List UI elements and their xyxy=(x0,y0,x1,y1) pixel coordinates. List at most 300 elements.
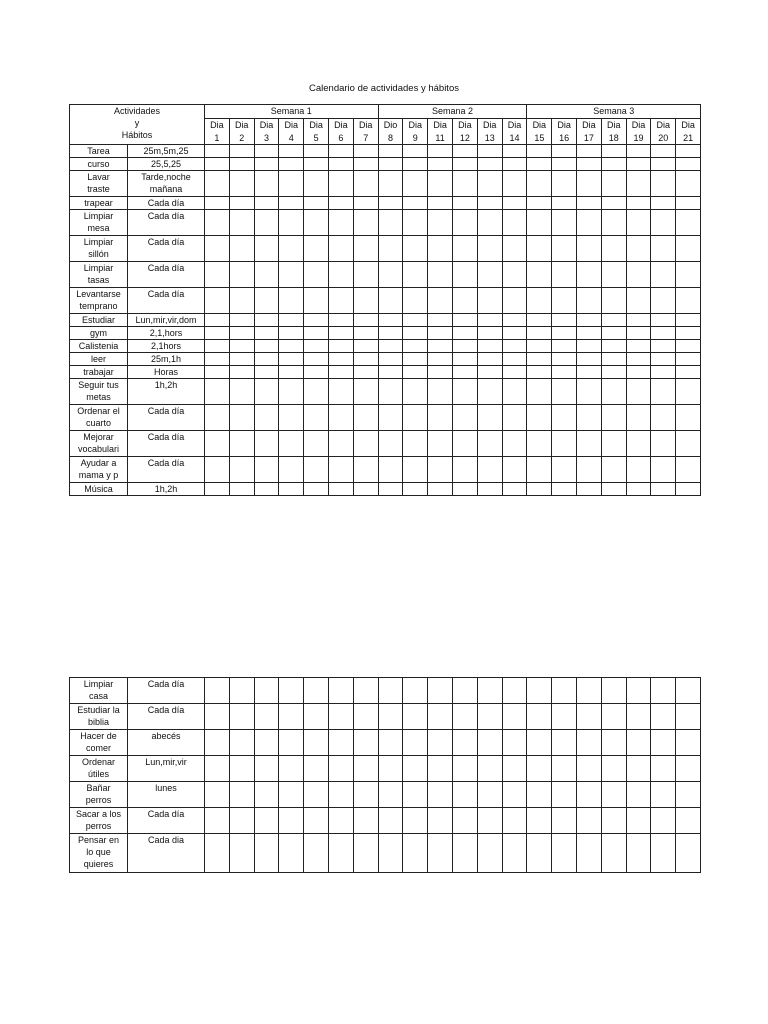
day-checkbox-cell[interactable] xyxy=(328,353,353,366)
day-checkbox-cell[interactable] xyxy=(254,353,279,366)
day-checkbox-cell[interactable] xyxy=(676,353,701,366)
day-checkbox-cell[interactable] xyxy=(601,327,626,340)
day-checkbox-cell[interactable] xyxy=(576,782,601,808)
day-checkbox-cell[interactable] xyxy=(304,171,329,197)
day-checkbox-cell[interactable] xyxy=(205,197,230,210)
day-checkbox-cell[interactable] xyxy=(254,834,279,873)
day-checkbox-cell[interactable] xyxy=(428,314,453,327)
day-checkbox-cell[interactable] xyxy=(502,353,527,366)
day-checkbox-cell[interactable] xyxy=(353,730,378,756)
day-checkbox-cell[interactable] xyxy=(651,756,676,782)
day-checkbox-cell[interactable] xyxy=(453,145,478,158)
day-checkbox-cell[interactable] xyxy=(452,704,477,730)
day-checkbox-cell[interactable] xyxy=(651,145,676,158)
day-checkbox-cell[interactable] xyxy=(304,236,329,262)
day-checkbox-cell[interactable] xyxy=(378,197,403,210)
day-checkbox-cell[interactable] xyxy=(601,262,626,288)
day-checkbox-cell[interactable] xyxy=(428,340,453,353)
day-checkbox-cell[interactable] xyxy=(626,353,651,366)
day-checkbox-cell[interactable] xyxy=(229,483,254,496)
day-checkbox-cell[interactable] xyxy=(279,730,304,756)
day-checkbox-cell[interactable] xyxy=(552,730,577,756)
day-checkbox-cell[interactable] xyxy=(254,431,279,457)
day-checkbox-cell[interactable] xyxy=(502,340,527,353)
day-checkbox-cell[interactable] xyxy=(254,314,279,327)
day-checkbox-cell[interactable] xyxy=(676,405,701,431)
day-checkbox-cell[interactable] xyxy=(527,236,552,262)
day-checkbox-cell[interactable] xyxy=(254,808,279,834)
day-checkbox-cell[interactable] xyxy=(477,834,502,873)
day-checkbox-cell[interactable] xyxy=(452,730,477,756)
day-checkbox-cell[interactable] xyxy=(601,158,626,171)
day-checkbox-cell[interactable] xyxy=(453,158,478,171)
day-checkbox-cell[interactable] xyxy=(353,158,378,171)
day-checkbox-cell[interactable] xyxy=(229,704,254,730)
day-checkbox-cell[interactable] xyxy=(502,431,527,457)
day-checkbox-cell[interactable] xyxy=(229,782,254,808)
day-checkbox-cell[interactable] xyxy=(577,405,602,431)
day-checkbox-cell[interactable] xyxy=(626,197,651,210)
day-checkbox-cell[interactable] xyxy=(279,834,304,873)
day-checkbox-cell[interactable] xyxy=(304,405,329,431)
day-checkbox-cell[interactable] xyxy=(353,327,378,340)
day-checkbox-cell[interactable] xyxy=(601,288,626,314)
day-checkbox-cell[interactable] xyxy=(428,379,453,405)
day-checkbox-cell[interactable] xyxy=(304,730,329,756)
day-checkbox-cell[interactable] xyxy=(601,704,626,730)
day-checkbox-cell[interactable] xyxy=(477,405,502,431)
day-checkbox-cell[interactable] xyxy=(205,171,230,197)
day-checkbox-cell[interactable] xyxy=(353,704,378,730)
day-checkbox-cell[interactable] xyxy=(279,379,304,405)
day-checkbox-cell[interactable] xyxy=(577,483,602,496)
day-checkbox-cell[interactable] xyxy=(403,236,428,262)
day-checkbox-cell[interactable] xyxy=(353,379,378,405)
day-checkbox-cell[interactable] xyxy=(279,782,304,808)
day-checkbox-cell[interactable] xyxy=(353,431,378,457)
day-checkbox-cell[interactable] xyxy=(328,288,353,314)
day-checkbox-cell[interactable] xyxy=(205,678,230,704)
day-checkbox-cell[interactable] xyxy=(304,210,329,236)
day-checkbox-cell[interactable] xyxy=(453,353,478,366)
day-checkbox-cell[interactable] xyxy=(601,379,626,405)
day-checkbox-cell[interactable] xyxy=(651,782,676,808)
day-checkbox-cell[interactable] xyxy=(304,366,329,379)
day-checkbox-cell[interactable] xyxy=(229,457,254,483)
day-checkbox-cell[interactable] xyxy=(254,236,279,262)
day-checkbox-cell[interactable] xyxy=(229,145,254,158)
day-checkbox-cell[interactable] xyxy=(577,158,602,171)
day-checkbox-cell[interactable] xyxy=(378,431,403,457)
day-checkbox-cell[interactable] xyxy=(403,366,428,379)
day-checkbox-cell[interactable] xyxy=(353,366,378,379)
day-checkbox-cell[interactable] xyxy=(254,483,279,496)
day-checkbox-cell[interactable] xyxy=(626,730,651,756)
day-checkbox-cell[interactable] xyxy=(254,197,279,210)
day-checkbox-cell[interactable] xyxy=(527,197,552,210)
day-checkbox-cell[interactable] xyxy=(229,353,254,366)
day-checkbox-cell[interactable] xyxy=(477,314,502,327)
day-checkbox-cell[interactable] xyxy=(527,756,552,782)
day-checkbox-cell[interactable] xyxy=(452,808,477,834)
day-checkbox-cell[interactable] xyxy=(328,262,353,288)
day-checkbox-cell[interactable] xyxy=(626,457,651,483)
day-checkbox-cell[interactable] xyxy=(601,145,626,158)
day-checkbox-cell[interactable] xyxy=(229,379,254,405)
day-checkbox-cell[interactable] xyxy=(601,457,626,483)
day-checkbox-cell[interactable] xyxy=(205,288,230,314)
day-checkbox-cell[interactable] xyxy=(676,431,701,457)
day-checkbox-cell[interactable] xyxy=(254,405,279,431)
day-checkbox-cell[interactable] xyxy=(502,483,527,496)
day-checkbox-cell[interactable] xyxy=(577,210,602,236)
day-checkbox-cell[interactable] xyxy=(502,327,527,340)
day-checkbox-cell[interactable] xyxy=(353,288,378,314)
day-checkbox-cell[interactable] xyxy=(403,197,428,210)
day-checkbox-cell[interactable] xyxy=(428,808,453,834)
day-checkbox-cell[interactable] xyxy=(403,678,428,704)
day-checkbox-cell[interactable] xyxy=(279,457,304,483)
day-checkbox-cell[interactable] xyxy=(651,197,676,210)
day-checkbox-cell[interactable] xyxy=(502,366,527,379)
day-checkbox-cell[interactable] xyxy=(205,262,230,288)
day-checkbox-cell[interactable] xyxy=(651,262,676,288)
day-checkbox-cell[interactable] xyxy=(229,210,254,236)
day-checkbox-cell[interactable] xyxy=(477,210,502,236)
day-checkbox-cell[interactable] xyxy=(577,431,602,457)
day-checkbox-cell[interactable] xyxy=(552,834,577,873)
day-checkbox-cell[interactable] xyxy=(279,158,304,171)
day-checkbox-cell[interactable] xyxy=(477,197,502,210)
day-checkbox-cell[interactable] xyxy=(651,379,676,405)
day-checkbox-cell[interactable] xyxy=(601,340,626,353)
day-checkbox-cell[interactable] xyxy=(403,340,428,353)
day-checkbox-cell[interactable] xyxy=(453,262,478,288)
day-checkbox-cell[interactable] xyxy=(601,405,626,431)
day-checkbox-cell[interactable] xyxy=(601,756,626,782)
day-checkbox-cell[interactable] xyxy=(353,483,378,496)
day-checkbox-cell[interactable] xyxy=(477,327,502,340)
day-checkbox-cell[interactable] xyxy=(577,379,602,405)
day-checkbox-cell[interactable] xyxy=(428,457,453,483)
day-checkbox-cell[interactable] xyxy=(527,782,552,808)
day-checkbox-cell[interactable] xyxy=(527,457,552,483)
day-checkbox-cell[interactable] xyxy=(651,405,676,431)
day-checkbox-cell[interactable] xyxy=(304,158,329,171)
day-checkbox-cell[interactable] xyxy=(378,808,403,834)
day-checkbox-cell[interactable] xyxy=(527,327,552,340)
day-checkbox-cell[interactable] xyxy=(552,288,577,314)
day-checkbox-cell[interactable] xyxy=(205,405,230,431)
day-checkbox-cell[interactable] xyxy=(378,704,403,730)
day-checkbox-cell[interactable] xyxy=(527,340,552,353)
day-checkbox-cell[interactable] xyxy=(279,353,304,366)
day-checkbox-cell[interactable] xyxy=(502,834,527,873)
day-checkbox-cell[interactable] xyxy=(552,145,577,158)
day-checkbox-cell[interactable] xyxy=(552,379,577,405)
day-checkbox-cell[interactable] xyxy=(552,483,577,496)
day-checkbox-cell[interactable] xyxy=(477,366,502,379)
day-checkbox-cell[interactable] xyxy=(353,197,378,210)
day-checkbox-cell[interactable] xyxy=(403,457,428,483)
day-checkbox-cell[interactable] xyxy=(477,171,502,197)
day-checkbox-cell[interactable] xyxy=(477,145,502,158)
day-checkbox-cell[interactable] xyxy=(403,158,428,171)
day-checkbox-cell[interactable] xyxy=(229,431,254,457)
day-checkbox-cell[interactable] xyxy=(601,808,626,834)
day-checkbox-cell[interactable] xyxy=(452,678,477,704)
day-checkbox-cell[interactable] xyxy=(428,353,453,366)
day-checkbox-cell[interactable] xyxy=(453,431,478,457)
day-checkbox-cell[interactable] xyxy=(328,327,353,340)
day-checkbox-cell[interactable] xyxy=(676,210,701,236)
day-checkbox-cell[interactable] xyxy=(279,197,304,210)
day-checkbox-cell[interactable] xyxy=(304,431,329,457)
day-checkbox-cell[interactable] xyxy=(428,262,453,288)
day-checkbox-cell[interactable] xyxy=(552,405,577,431)
day-checkbox-cell[interactable] xyxy=(205,366,230,379)
day-checkbox-cell[interactable] xyxy=(552,314,577,327)
day-checkbox-cell[interactable] xyxy=(626,327,651,340)
day-checkbox-cell[interactable] xyxy=(552,366,577,379)
day-checkbox-cell[interactable] xyxy=(254,704,279,730)
day-checkbox-cell[interactable] xyxy=(552,236,577,262)
day-checkbox-cell[interactable] xyxy=(279,431,304,457)
day-checkbox-cell[interactable] xyxy=(452,756,477,782)
day-checkbox-cell[interactable] xyxy=(428,366,453,379)
day-checkbox-cell[interactable] xyxy=(502,808,527,834)
day-checkbox-cell[interactable] xyxy=(205,431,230,457)
day-checkbox-cell[interactable] xyxy=(205,236,230,262)
day-checkbox-cell[interactable] xyxy=(403,782,428,808)
day-checkbox-cell[interactable] xyxy=(477,288,502,314)
day-checkbox-cell[interactable] xyxy=(552,782,577,808)
day-checkbox-cell[interactable] xyxy=(403,405,428,431)
day-checkbox-cell[interactable] xyxy=(577,457,602,483)
day-checkbox-cell[interactable] xyxy=(651,314,676,327)
day-checkbox-cell[interactable] xyxy=(577,353,602,366)
day-checkbox-cell[interactable] xyxy=(577,340,602,353)
day-checkbox-cell[interactable] xyxy=(676,457,701,483)
day-checkbox-cell[interactable] xyxy=(453,457,478,483)
day-checkbox-cell[interactable] xyxy=(626,379,651,405)
day-checkbox-cell[interactable] xyxy=(676,314,701,327)
day-checkbox-cell[interactable] xyxy=(527,353,552,366)
day-checkbox-cell[interactable] xyxy=(229,197,254,210)
day-checkbox-cell[interactable] xyxy=(328,405,353,431)
day-checkbox-cell[interactable] xyxy=(502,730,527,756)
day-checkbox-cell[interactable] xyxy=(676,236,701,262)
day-checkbox-cell[interactable] xyxy=(353,145,378,158)
day-checkbox-cell[interactable] xyxy=(676,288,701,314)
day-checkbox-cell[interactable] xyxy=(279,171,304,197)
day-checkbox-cell[interactable] xyxy=(428,210,453,236)
day-checkbox-cell[interactable] xyxy=(502,379,527,405)
day-checkbox-cell[interactable] xyxy=(254,756,279,782)
day-checkbox-cell[interactable] xyxy=(626,756,651,782)
day-checkbox-cell[interactable] xyxy=(403,171,428,197)
day-checkbox-cell[interactable] xyxy=(552,678,577,704)
day-checkbox-cell[interactable] xyxy=(279,405,304,431)
day-checkbox-cell[interactable] xyxy=(626,366,651,379)
day-checkbox-cell[interactable] xyxy=(453,288,478,314)
day-checkbox-cell[interactable] xyxy=(601,353,626,366)
day-checkbox-cell[interactable] xyxy=(353,782,378,808)
day-checkbox-cell[interactable] xyxy=(477,236,502,262)
day-checkbox-cell[interactable] xyxy=(502,314,527,327)
day-checkbox-cell[interactable] xyxy=(353,262,378,288)
day-checkbox-cell[interactable] xyxy=(527,288,552,314)
day-checkbox-cell[interactable] xyxy=(279,210,304,236)
day-checkbox-cell[interactable] xyxy=(353,314,378,327)
day-checkbox-cell[interactable] xyxy=(378,678,403,704)
day-checkbox-cell[interactable] xyxy=(304,145,329,158)
day-checkbox-cell[interactable] xyxy=(477,262,502,288)
day-checkbox-cell[interactable] xyxy=(254,782,279,808)
day-checkbox-cell[interactable] xyxy=(428,288,453,314)
day-checkbox-cell[interactable] xyxy=(229,756,254,782)
day-checkbox-cell[interactable] xyxy=(205,379,230,405)
day-checkbox-cell[interactable] xyxy=(428,236,453,262)
day-checkbox-cell[interactable] xyxy=(502,171,527,197)
day-checkbox-cell[interactable] xyxy=(328,366,353,379)
day-checkbox-cell[interactable] xyxy=(229,288,254,314)
day-checkbox-cell[interactable] xyxy=(601,210,626,236)
day-checkbox-cell[interactable] xyxy=(601,834,626,873)
day-checkbox-cell[interactable] xyxy=(552,457,577,483)
day-checkbox-cell[interactable] xyxy=(477,782,502,808)
day-checkbox-cell[interactable] xyxy=(205,483,230,496)
day-checkbox-cell[interactable] xyxy=(477,379,502,405)
day-checkbox-cell[interactable] xyxy=(651,171,676,197)
day-checkbox-cell[interactable] xyxy=(254,171,279,197)
day-checkbox-cell[interactable] xyxy=(403,327,428,340)
day-checkbox-cell[interactable] xyxy=(676,730,701,756)
day-checkbox-cell[interactable] xyxy=(552,327,577,340)
day-checkbox-cell[interactable] xyxy=(378,379,403,405)
day-checkbox-cell[interactable] xyxy=(353,834,378,873)
day-checkbox-cell[interactable] xyxy=(279,704,304,730)
day-checkbox-cell[interactable] xyxy=(279,145,304,158)
day-checkbox-cell[interactable] xyxy=(229,366,254,379)
day-checkbox-cell[interactable] xyxy=(577,236,602,262)
day-checkbox-cell[interactable] xyxy=(502,210,527,236)
day-checkbox-cell[interactable] xyxy=(378,353,403,366)
day-checkbox-cell[interactable] xyxy=(651,158,676,171)
day-checkbox-cell[interactable] xyxy=(378,730,403,756)
day-checkbox-cell[interactable] xyxy=(601,366,626,379)
day-checkbox-cell[interactable] xyxy=(601,171,626,197)
day-checkbox-cell[interactable] xyxy=(205,834,230,873)
day-checkbox-cell[interactable] xyxy=(502,145,527,158)
day-checkbox-cell[interactable] xyxy=(453,171,478,197)
day-checkbox-cell[interactable] xyxy=(676,366,701,379)
day-checkbox-cell[interactable] xyxy=(279,366,304,379)
day-checkbox-cell[interactable] xyxy=(403,314,428,327)
day-checkbox-cell[interactable] xyxy=(229,327,254,340)
day-checkbox-cell[interactable] xyxy=(452,834,477,873)
day-checkbox-cell[interactable] xyxy=(279,483,304,496)
day-checkbox-cell[interactable] xyxy=(651,431,676,457)
day-checkbox-cell[interactable] xyxy=(626,158,651,171)
day-checkbox-cell[interactable] xyxy=(651,730,676,756)
day-checkbox-cell[interactable] xyxy=(626,678,651,704)
day-checkbox-cell[interactable] xyxy=(378,210,403,236)
day-checkbox-cell[interactable] xyxy=(477,457,502,483)
day-checkbox-cell[interactable] xyxy=(279,808,304,834)
day-checkbox-cell[interactable] xyxy=(254,327,279,340)
day-checkbox-cell[interactable] xyxy=(205,327,230,340)
day-checkbox-cell[interactable] xyxy=(328,730,353,756)
day-checkbox-cell[interactable] xyxy=(651,340,676,353)
day-checkbox-cell[interactable] xyxy=(428,834,453,873)
day-checkbox-cell[interactable] xyxy=(453,236,478,262)
day-checkbox-cell[interactable] xyxy=(626,262,651,288)
day-checkbox-cell[interactable] xyxy=(279,756,304,782)
day-checkbox-cell[interactable] xyxy=(428,171,453,197)
day-checkbox-cell[interactable] xyxy=(353,678,378,704)
day-checkbox-cell[interactable] xyxy=(328,431,353,457)
day-checkbox-cell[interactable] xyxy=(601,314,626,327)
day-checkbox-cell[interactable] xyxy=(576,834,601,873)
day-checkbox-cell[interactable] xyxy=(328,210,353,236)
day-checkbox-cell[interactable] xyxy=(229,262,254,288)
day-checkbox-cell[interactable] xyxy=(304,704,329,730)
day-checkbox-cell[interactable] xyxy=(577,314,602,327)
day-checkbox-cell[interactable] xyxy=(626,405,651,431)
day-checkbox-cell[interactable] xyxy=(304,678,329,704)
day-checkbox-cell[interactable] xyxy=(254,145,279,158)
day-checkbox-cell[interactable] xyxy=(378,236,403,262)
day-checkbox-cell[interactable] xyxy=(676,158,701,171)
day-checkbox-cell[interactable] xyxy=(552,808,577,834)
day-checkbox-cell[interactable] xyxy=(205,808,230,834)
day-checkbox-cell[interactable] xyxy=(205,158,230,171)
day-checkbox-cell[interactable] xyxy=(403,483,428,496)
day-checkbox-cell[interactable] xyxy=(577,327,602,340)
day-checkbox-cell[interactable] xyxy=(453,210,478,236)
day-checkbox-cell[interactable] xyxy=(428,782,453,808)
day-checkbox-cell[interactable] xyxy=(279,340,304,353)
day-checkbox-cell[interactable] xyxy=(403,145,428,158)
day-checkbox-cell[interactable] xyxy=(279,314,304,327)
day-checkbox-cell[interactable] xyxy=(676,171,701,197)
day-checkbox-cell[interactable] xyxy=(502,262,527,288)
day-checkbox-cell[interactable] xyxy=(477,483,502,496)
day-checkbox-cell[interactable] xyxy=(453,366,478,379)
day-checkbox-cell[interactable] xyxy=(229,808,254,834)
day-checkbox-cell[interactable] xyxy=(328,197,353,210)
day-checkbox-cell[interactable] xyxy=(577,197,602,210)
day-checkbox-cell[interactable] xyxy=(403,353,428,366)
day-checkbox-cell[interactable] xyxy=(378,405,403,431)
day-checkbox-cell[interactable] xyxy=(676,340,701,353)
day-checkbox-cell[interactable] xyxy=(378,314,403,327)
day-checkbox-cell[interactable] xyxy=(676,834,701,873)
day-checkbox-cell[interactable] xyxy=(601,197,626,210)
day-checkbox-cell[interactable] xyxy=(205,210,230,236)
day-checkbox-cell[interactable] xyxy=(577,262,602,288)
day-checkbox-cell[interactable] xyxy=(552,171,577,197)
day-checkbox-cell[interactable] xyxy=(229,730,254,756)
day-checkbox-cell[interactable] xyxy=(304,340,329,353)
day-checkbox-cell[interactable] xyxy=(403,379,428,405)
day-checkbox-cell[interactable] xyxy=(552,704,577,730)
day-checkbox-cell[interactable] xyxy=(626,834,651,873)
day-checkbox-cell[interactable] xyxy=(626,171,651,197)
day-checkbox-cell[interactable] xyxy=(205,457,230,483)
day-checkbox-cell[interactable] xyxy=(552,340,577,353)
